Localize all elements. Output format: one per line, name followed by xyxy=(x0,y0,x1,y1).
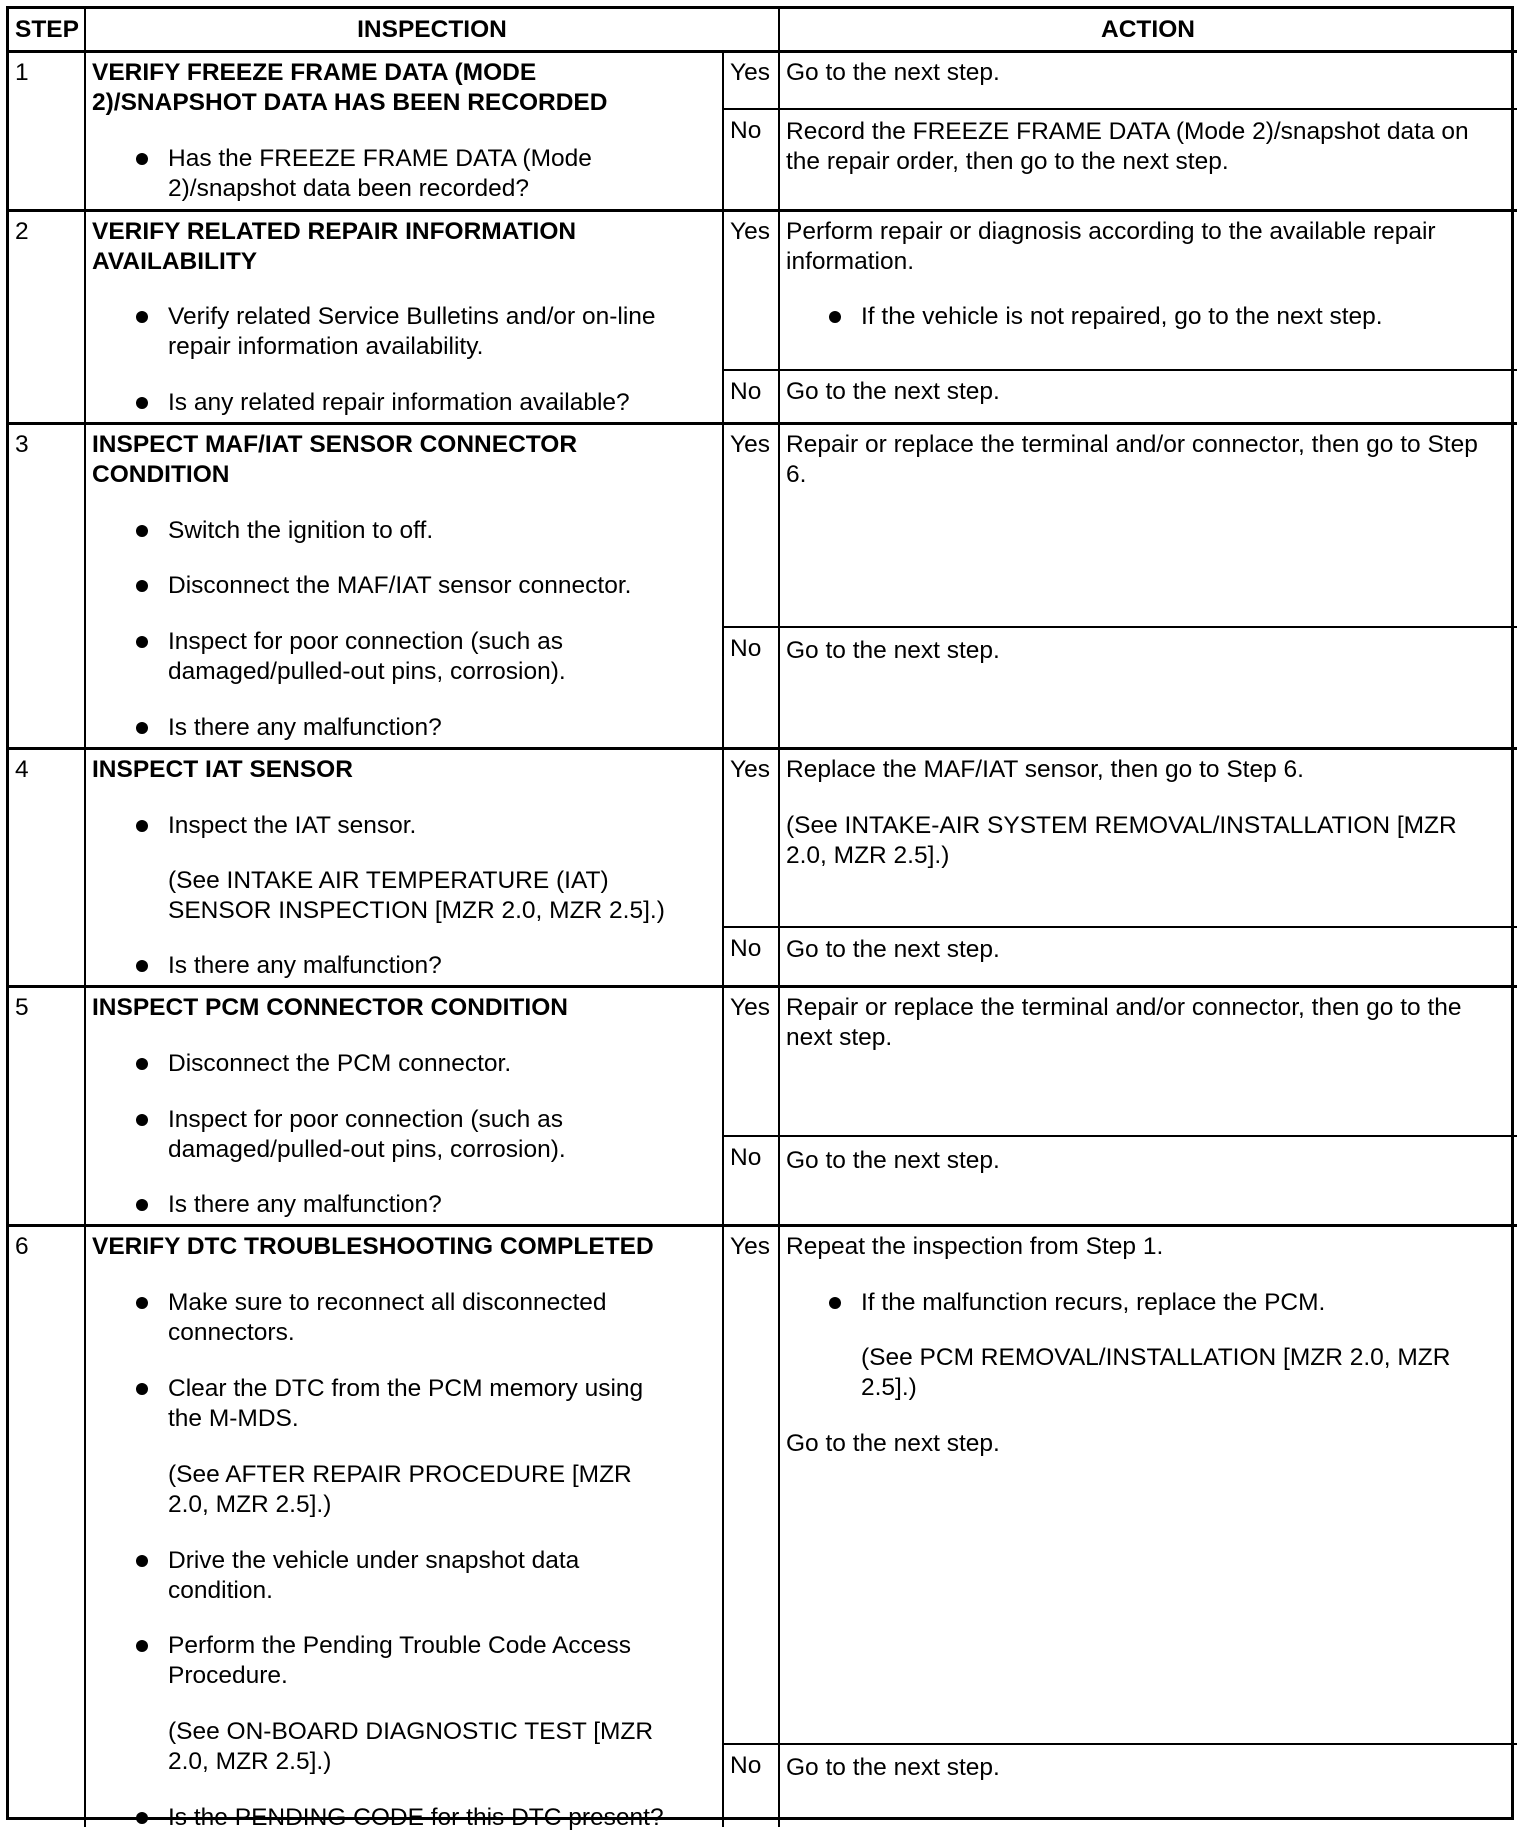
no-action-text: Go to the next step. xyxy=(786,1147,1000,1174)
no-action-text: Go to the next step. xyxy=(786,637,1000,664)
step-title: VERIFY RELATED REPAIR INFORMATION xyxy=(92,218,577,245)
step-number: 6 xyxy=(15,1233,29,1260)
column-divider-step xyxy=(84,9,86,1827)
row-divider xyxy=(9,209,1517,212)
bullet-icon xyxy=(136,636,148,648)
inspection-item: Is the PENDING CODE for this DTC present? xyxy=(168,1804,664,1831)
row-divider xyxy=(9,422,1517,425)
column-divider-action xyxy=(778,9,780,1827)
yes-label: Yes xyxy=(730,218,770,245)
step-title: INSPECT MAF/IAT SENSOR CONNECTOR xyxy=(92,431,578,458)
no-label: No xyxy=(730,1752,762,1779)
yes-action-text: next step. xyxy=(786,1024,893,1051)
inspection-reference: 2.0, MZR 2.5].) xyxy=(168,1748,332,1775)
bullet-icon xyxy=(829,1297,841,1309)
header-step: STEP xyxy=(15,16,79,43)
no-label: No xyxy=(730,935,762,962)
bullet-icon xyxy=(136,1555,148,1567)
bullet-icon xyxy=(136,1297,148,1309)
yes-no-column-divider xyxy=(722,748,724,986)
yes-action-text: Go to the next step. xyxy=(786,59,1000,86)
troubleshooting-table xyxy=(6,6,1514,1831)
yes-action-text: If the vehicle is not repaired, go to the next step. xyxy=(861,303,1383,330)
inspection-reference: SENSOR INSPECTION [MZR 2.0, MZR 2.5].) xyxy=(168,897,665,924)
no-label: No xyxy=(730,117,762,144)
yes-action-text: Go to the next step. xyxy=(786,1430,1000,1457)
inspection-item: damaged/pulled-out pins, corrosion). xyxy=(168,658,566,685)
step-title: CONDITION xyxy=(92,461,230,488)
yes-no-divider xyxy=(723,1135,1517,1137)
inspection-item: Switch the ignition to off. xyxy=(168,517,434,544)
bullet-icon xyxy=(136,1199,148,1211)
yes-action-text: information. xyxy=(786,248,915,275)
yes-no-column-divider xyxy=(722,423,724,748)
yes-action-text: Replace the MAF/IAT sensor, then go to Step 6. xyxy=(786,756,1304,783)
yes-action-text: (See PCM REMOVAL/INSTALLATION [MZR 2.0, MZR xyxy=(861,1344,1451,1371)
inspection-item: Clear the DTC from the PCM memory using xyxy=(168,1375,644,1402)
step-number: 1 xyxy=(15,59,29,86)
inspection-reference: (See AFTER REPAIR PROCEDURE [MZR xyxy=(168,1461,632,1488)
yes-no-divider xyxy=(723,1743,1517,1745)
yes-action-text: Repair or replace the terminal and/or connector, then go to Step xyxy=(786,431,1478,458)
inspection-item: Verify related Service Bulletins and/or on-line xyxy=(168,303,656,330)
yes-no-divider xyxy=(723,369,1517,371)
bullet-icon xyxy=(136,722,148,734)
no-action-text: Record the FREEZE FRAME DATA (Mode 2)/snapshot data on xyxy=(786,118,1469,145)
inspection-item: Make sure to reconnect all disconnected xyxy=(168,1289,607,1316)
inspection-item: Is there any malfunction? xyxy=(168,1191,442,1218)
bullet-icon xyxy=(829,311,841,323)
inspection-reference: (See INTAKE AIR TEMPERATURE (IAT) xyxy=(168,867,609,894)
inspection-item: Has the FREEZE FRAME DATA (Mode xyxy=(168,145,592,172)
inspection-reference: (See ON-BOARD DIAGNOSTIC TEST [MZR xyxy=(168,1718,654,1745)
bullet-icon xyxy=(136,397,148,409)
yes-label: Yes xyxy=(730,994,770,1021)
step-title: INSPECT IAT SENSOR xyxy=(92,756,353,783)
inspection-item: Inspect the IAT sensor. xyxy=(168,812,417,839)
bullet-icon xyxy=(136,311,148,323)
yes-label: Yes xyxy=(730,1233,770,1260)
yes-action-text: Repair or replace the terminal and/or connector, then go to the xyxy=(786,994,1462,1021)
step-title: AVAILABILITY xyxy=(92,248,258,275)
bullet-icon xyxy=(136,525,148,537)
step-number: 4 xyxy=(15,756,29,783)
yes-no-column-divider xyxy=(722,51,724,210)
bullet-icon xyxy=(136,1812,148,1824)
yes-label: Yes xyxy=(730,59,770,86)
header-inspection: INSPECTION xyxy=(357,16,507,43)
yes-action-text: 2.0, MZR 2.5].) xyxy=(786,842,950,869)
inspection-item: condition. xyxy=(168,1577,273,1604)
inspection-item: connectors. xyxy=(168,1319,295,1346)
inspection-reference: 2.0, MZR 2.5].) xyxy=(168,1491,332,1518)
no-action-text: Go to the next step. xyxy=(786,1754,1000,1781)
yes-no-divider xyxy=(723,926,1517,928)
no-action-text: the repair order, then go to the next step. xyxy=(786,148,1229,175)
no-label: No xyxy=(730,1144,762,1171)
inspection-item: Is there any malfunction? xyxy=(168,714,442,741)
inspection-item: 2)/snapshot data been recorded? xyxy=(168,175,529,202)
no-action-text: Go to the next step. xyxy=(786,378,1000,405)
bullet-icon xyxy=(136,1114,148,1126)
inspection-item: Inspect for poor connection (such as xyxy=(168,1106,563,1133)
no-label: No xyxy=(730,635,762,662)
inspection-item: Is any related repair information available? xyxy=(168,389,630,416)
bullet-icon xyxy=(136,960,148,972)
inspection-item: Inspect for poor connection (such as xyxy=(168,628,563,655)
row-divider xyxy=(9,1224,1517,1227)
inspection-item: repair information availability. xyxy=(168,333,484,360)
header-action: ACTION xyxy=(1101,16,1195,43)
yes-no-column-divider xyxy=(722,986,724,1225)
bullet-icon xyxy=(136,1383,148,1395)
bullet-icon xyxy=(136,1058,148,1070)
inspection-item: Procedure. xyxy=(168,1662,288,1689)
no-action-text: Go to the next step. xyxy=(786,936,1000,963)
step-title: INSPECT PCM CONNECTOR CONDITION xyxy=(92,994,568,1021)
yes-label: Yes xyxy=(730,431,770,458)
yes-no-column-divider xyxy=(722,1225,724,1827)
bullet-icon xyxy=(136,820,148,832)
inspection-item: Disconnect the MAF/IAT sensor connector. xyxy=(168,572,632,599)
row-divider xyxy=(9,985,1517,988)
bullet-icon xyxy=(136,580,148,592)
yes-action-text: If the malfunction recurs, replace the PCM. xyxy=(861,1289,1326,1316)
no-label: No xyxy=(730,378,762,405)
inspection-item: Disconnect the PCM connector. xyxy=(168,1050,512,1077)
yes-no-column-divider xyxy=(722,210,724,423)
yes-label: Yes xyxy=(730,756,770,783)
yes-action-text: Perform repair or diagnosis according to the available repair xyxy=(786,218,1436,245)
header-divider xyxy=(9,50,1517,53)
yes-action-text: (See INTAKE-AIR SYSTEM REMOVAL/INSTALLATION [MZR xyxy=(786,812,1457,839)
yes-action-text: 6. xyxy=(786,461,807,488)
step-number: 2 xyxy=(15,218,29,245)
bullet-icon xyxy=(136,1640,148,1652)
row-divider xyxy=(9,747,1517,750)
inspection-item: Drive the vehicle under snapshot data xyxy=(168,1547,580,1574)
yes-action-text: Repeat the inspection from Step 1. xyxy=(786,1233,1164,1260)
yes-no-divider xyxy=(723,626,1517,628)
inspection-item: Perform the Pending Trouble Code Access xyxy=(168,1632,632,1659)
step-title: 2)/SNAPSHOT DATA HAS BEEN RECORDED xyxy=(92,89,608,116)
step-title: VERIFY FREEZE FRAME DATA (MODE xyxy=(92,59,537,86)
step-number: 3 xyxy=(15,431,29,458)
inspection-item: the M-MDS. xyxy=(168,1405,299,1432)
step-title: VERIFY DTC TROUBLESHOOTING COMPLETED xyxy=(92,1233,654,1260)
yes-action-text: 2.5].) xyxy=(861,1374,917,1401)
bullet-icon xyxy=(136,153,148,165)
inspection-item: Is there any malfunction? xyxy=(168,952,442,979)
inspection-item: damaged/pulled-out pins, corrosion). xyxy=(168,1136,566,1163)
step-number: 5 xyxy=(15,994,29,1021)
yes-no-divider xyxy=(723,108,1517,110)
